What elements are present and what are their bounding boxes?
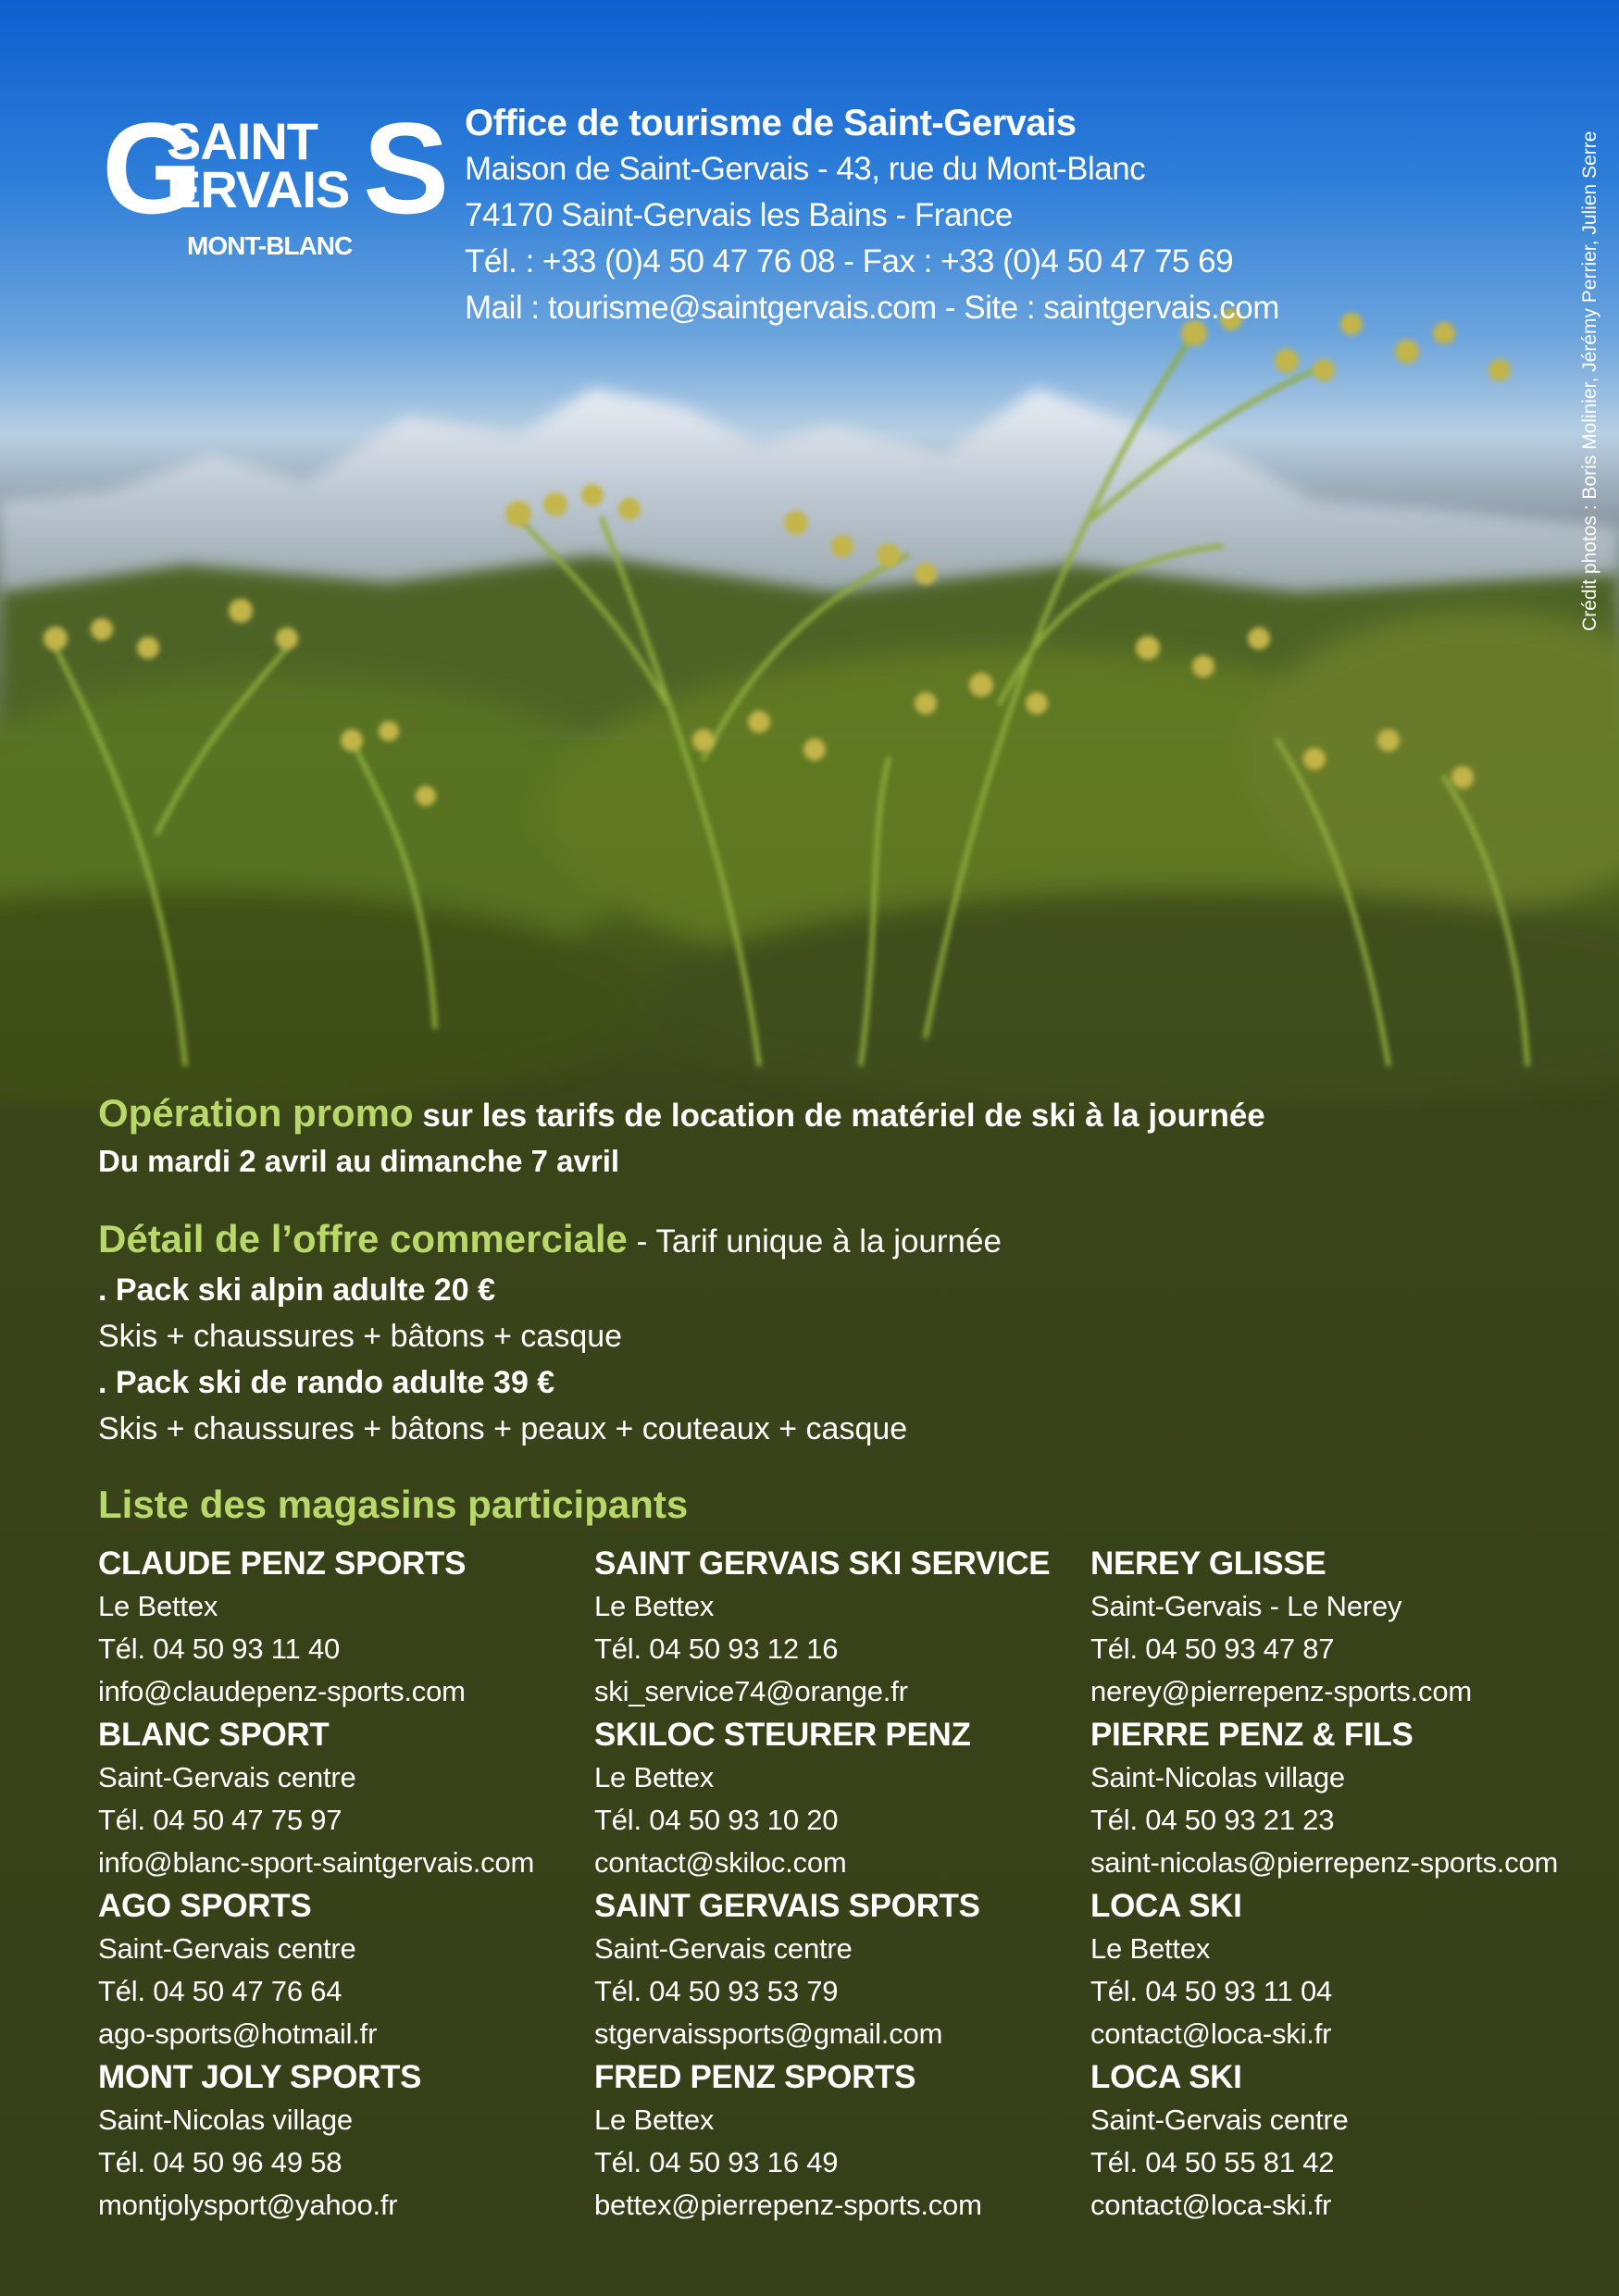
office-email-website: Mail : tourisme@saintgervais.com - Site : saintgervais.com <box>465 290 1279 326</box>
shop-name: MONT JOLY SPORTS <box>98 2059 422 2095</box>
shop-phone: Tél. 04 50 96 49 58 <box>98 2146 342 2178</box>
shop-email: stgervaissports@gmail.com <box>594 2017 943 2050</box>
pack-alpin-items: Skis + chaussures + bâtons + casque <box>98 1319 623 1354</box>
shop-name: LOCA SKI <box>1090 1888 1242 1924</box>
shop-location: Saint-Gervais centre <box>1090 2104 1349 2136</box>
shop-entry <box>594 1542 1094 1713</box>
shop-email: info@claudepenz-sports.com <box>98 1675 466 1707</box>
shop-phone: Tél. 04 50 93 11 40 <box>98 1632 341 1665</box>
shop-name: BLANC SPORT <box>98 1717 330 1753</box>
shop-name: SAINT GERVAIS SKI SERVICE <box>594 1545 1051 1582</box>
shop-entry <box>98 1542 598 1713</box>
shop-entry <box>594 1884 1094 2055</box>
shop-phone: Tél. 04 50 93 10 20 <box>594 1804 839 1836</box>
shop-email: info@blanc-sport-saintgervais.com <box>98 1846 535 1879</box>
shop-name: SKILOC STEURER PENZ <box>594 1717 971 1753</box>
shop-phone: Tél. 04 50 47 75 97 <box>98 1804 342 1836</box>
shop-phone: Tél. 04 50 93 21 23 <box>1090 1804 1335 1836</box>
shop-phone: Tél. 04 50 93 11 04 <box>1090 1975 1333 2007</box>
shop-entry <box>1090 2055 1590 2227</box>
offer-section <box>98 1214 1542 1452</box>
shop-email: contact@skiloc.com <box>594 1846 847 1879</box>
shop-entry <box>98 2055 598 2227</box>
shop-email: contact@loca-ski.fr <box>1090 2017 1332 2050</box>
shop-location: Saint-Gervais centre <box>98 1761 356 1793</box>
shop-name: PIERRE PENZ & FILS <box>1090 1717 1414 1753</box>
office-phone-fax: Tél. : +33 (0)4 50 47 76 08 - Fax : +33 (0)4 50 47 75 69 <box>465 243 1234 279</box>
shop-email: contact@loca-ski.fr <box>1090 2189 1332 2221</box>
shop-email: nerey@pierrepenz-sports.com <box>1090 1675 1473 1707</box>
offer-highlight: Détail de l’offre commerciale <box>98 1217 628 1260</box>
pack-rando-items: Skis + chaussures + bâtons + peaux + couteaux + casque <box>98 1411 908 1446</box>
shop-location: Saint-Nicolas village <box>98 2104 353 2136</box>
shop-location: Le Bettex <box>594 2104 715 2136</box>
pack-alpin-title: . Pack ski alpin adulte 20 € <box>98 1272 495 1308</box>
shop-email: bettex@pierrepenz-sports.com <box>594 2189 982 2221</box>
shop-location: Le Bettex <box>594 1761 715 1793</box>
promo-dates: Du mardi 2 avril au dimanche 7 avril <box>98 1144 620 1178</box>
shop-location: Saint-Gervais - Le Nerey <box>1090 1590 1402 1622</box>
shop-name: CLAUDE PENZ SPORTS <box>98 1545 467 1582</box>
shop-phone: Tél. 04 50 47 76 64 <box>98 1975 342 2007</box>
shop-entry <box>594 2055 1094 2227</box>
shops-column-2 <box>594 1542 1094 2227</box>
office-title: Office de tourisme de Saint-Gervais <box>465 103 1077 143</box>
shop-name: NEREY GLISSE <box>1090 1545 1326 1582</box>
shop-location: Le Bettex <box>594 1590 715 1622</box>
shop-email: saint-nicolas@pierrepenz-sports.com <box>1090 1846 1559 1879</box>
promo-highlight: Opération promo <box>98 1091 414 1135</box>
shop-location: Saint-Nicolas village <box>1090 1761 1345 1793</box>
shop-phone: Tél. 04 50 93 16 49 <box>594 2146 839 2178</box>
shop-location: Saint-Gervais centre <box>594 1932 853 1965</box>
shop-name: SAINT GERVAIS SPORTS <box>594 1888 980 1924</box>
shop-phone: Tél. 04 50 93 53 79 <box>594 1975 839 2007</box>
promo-text: sur les tarifs de location de matériel de ski à la journée <box>413 1098 1265 1134</box>
shop-phone: Tél. 04 50 93 47 87 <box>1090 1632 1335 1665</box>
shops-column-3 <box>1090 1542 1590 2227</box>
shops-list-title: Liste des magasins participants <box>98 1483 689 1526</box>
shop-location: Le Bettex <box>1090 1932 1211 1965</box>
shop-name: FRED PENZ SPORTS <box>594 2059 916 2095</box>
office-address-line-2: 74170 Saint-Gervais les Bains - France <box>465 197 1013 233</box>
pack-rando-title: . Pack ski de rando adulte 39 € <box>98 1365 555 1400</box>
shops-column-1 <box>98 1542 598 2227</box>
shop-email: montjolysport@yahoo.fr <box>98 2189 398 2221</box>
offer-text: - Tarif unique à la journée <box>627 1223 1002 1260</box>
logo-mont-blanc: MONT-BLANC <box>187 231 353 260</box>
shop-phone: Tél. 04 50 55 81 42 <box>1090 2146 1335 2178</box>
shop-name: AGO SPORTS <box>98 1888 312 1924</box>
shop-entry <box>98 1713 598 1884</box>
tourist-office-contact <box>465 100 1279 331</box>
photo-credit: Crédit photos : Boris Molinier, Jérémy Perrier, Julien Serre <box>1579 130 1600 631</box>
shop-email: ago-sports@hotmail.fr <box>98 2017 378 2050</box>
shop-entry <box>1090 1713 1590 1884</box>
shop-entry <box>1090 1542 1590 1713</box>
shop-entry <box>1090 1884 1590 2055</box>
shop-entry <box>594 1713 1094 1884</box>
logo-line-saint: SAINT <box>167 112 318 170</box>
shop-entry <box>98 1884 598 2055</box>
promo-section <box>98 1090 1542 1184</box>
shop-location: Le Bettex <box>98 1590 218 1622</box>
saint-gervais-logo: G SAINT ERVAIS MONT-BLANC S <box>102 95 450 260</box>
shop-phone: Tél. 04 50 93 12 16 <box>594 1632 839 1665</box>
office-address-line-1: Maison de Saint-Gervais - 43, rue du Mont-Blanc <box>465 151 1146 187</box>
logo-line-gervais: ERVAIS <box>167 160 350 218</box>
shop-email: ski_service74@orange.fr <box>594 1675 908 1707</box>
shop-location: Saint-Gervais centre <box>98 1932 356 1965</box>
logo-big-s: S <box>363 95 450 241</box>
shop-name: LOCA SKI <box>1090 2059 1242 2095</box>
